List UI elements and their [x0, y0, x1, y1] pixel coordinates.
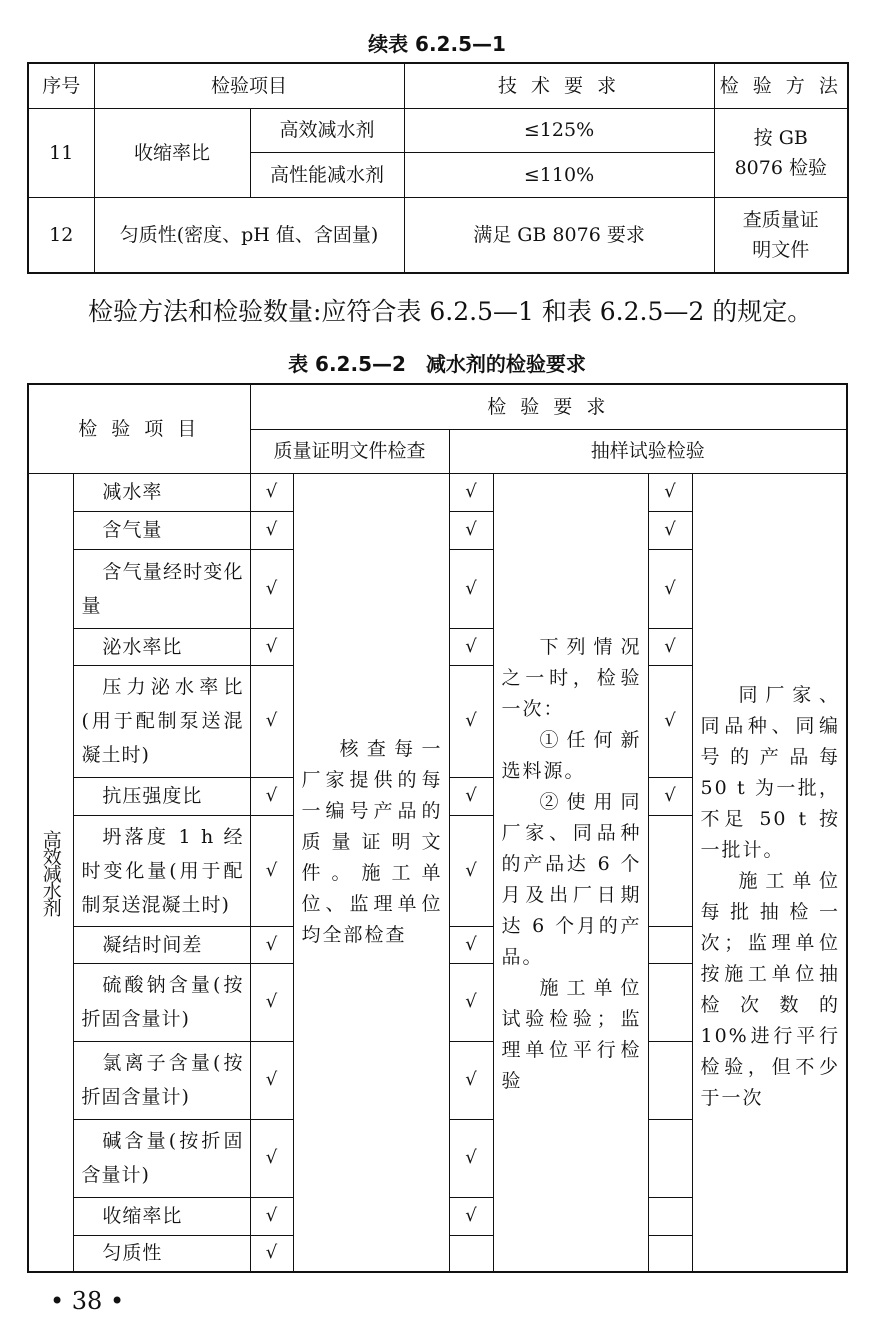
row-item: 匀质性(密度、pH 值、含固量) — [94, 197, 404, 273]
check-sample: √ — [449, 963, 493, 1041]
qty-text: 同厂家、同品种、同编号的产品每 50 t 为一批，不足 50 t 按一批计。 施工单位每批抽检一次；监理单位按施工单位抽检次数的 10%进行平行检验，但不少于一次 — [692, 473, 847, 1272]
check-sample: √ — [449, 665, 493, 777]
item-name: 泌水率比 — [73, 628, 250, 665]
check-doc: √ — [250, 665, 293, 777]
row-method: 查质量证明文件 — [714, 197, 848, 273]
header-sample: 抽样试验检验 — [449, 429, 847, 473]
item-name: 抗压强度比 — [73, 777, 250, 815]
item-name: 含气量经时变化量 — [73, 549, 250, 628]
row-req: 满足 GB 8076 要求 — [404, 197, 714, 273]
sub-req: ≤110% — [404, 152, 714, 197]
item-name: 匀质性 — [73, 1235, 250, 1272]
item-name: 减水率 — [73, 473, 250, 511]
check-qty: √ — [648, 628, 692, 665]
header-doc: 质量证明文件检查 — [250, 429, 449, 473]
item-name: 凝结时间差 — [73, 926, 250, 963]
table2-caption: 表 6.2.5—2 减水剂的检验要求 — [288, 352, 586, 376]
table2 — [27, 383, 848, 1273]
check-sample: √ — [449, 926, 493, 963]
check-qty — [648, 1235, 692, 1272]
row-no: 12 — [28, 197, 94, 273]
doc-text: 核查每一厂家提供的每一编号产品的质量证明文件。施工单位、监理单位均全部检查 — [293, 473, 449, 1272]
check-doc: √ — [250, 549, 293, 628]
check-qty: √ — [648, 511, 692, 549]
header-method: 检 验 方 法 — [714, 63, 848, 108]
sub-item: 高性能减水剂 — [250, 152, 404, 197]
item-name: 硫酸钠含量(按折固含量计) — [73, 963, 250, 1041]
check-doc: √ — [250, 815, 293, 926]
check-qty — [648, 1197, 692, 1235]
sub-item: 高效减水剂 — [250, 108, 404, 152]
item-name: 压力泌水率比(用于配制泵送混凝土时) — [73, 665, 250, 777]
paragraph: 检验方法和检验数量:应符合表 6.2.5—1 和表 6.2.5—2 的规定。 — [88, 297, 813, 326]
table-row — [28, 473, 847, 511]
group-label: 高效减水剂 — [28, 473, 73, 1272]
check-sample: √ — [449, 815, 493, 926]
row-no: 11 — [28, 108, 94, 197]
check-sample: √ — [449, 473, 493, 511]
header-item: 检 验 项 目 — [28, 384, 250, 473]
check-qty: √ — [648, 777, 692, 815]
header-req: 检 验 要 求 — [250, 384, 847, 429]
row-method: 按 GB 8076 检验 — [714, 108, 848, 197]
table1-caption: 续表 6.2.5—1 — [368, 32, 506, 56]
check-sample: √ — [449, 1197, 493, 1235]
item-name: 碱含量(按折固含量计) — [73, 1119, 250, 1197]
check-sample: √ — [449, 777, 493, 815]
check-doc: √ — [250, 1235, 293, 1272]
check-sample: √ — [449, 549, 493, 628]
header-item: 检验项目 — [94, 63, 404, 108]
check-qty — [648, 926, 692, 963]
header-no: 序号 — [28, 63, 94, 108]
page-number: • 38 • — [50, 1287, 125, 1315]
sample-text: 下列情况之一时，检验一次： ①任何新选料源。 ②使用同厂家、同品种的产品达 6 个月及出厂日期达 6 个月的产品。 施工单位试验检验；监理单位平行检验 — [493, 473, 648, 1272]
check-sample: √ — [449, 1041, 493, 1119]
check-doc: √ — [250, 777, 293, 815]
check-qty — [648, 815, 692, 926]
check-doc: √ — [250, 963, 293, 1041]
check-doc: √ — [250, 511, 293, 549]
sub-req: ≤125% — [404, 108, 714, 152]
check-qty: √ — [648, 665, 692, 777]
check-doc: √ — [250, 1197, 293, 1235]
item-name: 含气量 — [73, 511, 250, 549]
check-doc: √ — [250, 1041, 293, 1119]
check-sample — [449, 1235, 493, 1272]
check-sample: √ — [449, 1119, 493, 1197]
check-doc: √ — [250, 473, 293, 511]
item-name: 收缩率比 — [73, 1197, 250, 1235]
check-sample: √ — [449, 628, 493, 665]
item-name: 坍落度 1 h 经时变化量(用于配制泵送混凝土时) — [73, 815, 250, 926]
check-qty: √ — [648, 549, 692, 628]
check-qty: √ — [648, 473, 692, 511]
check-doc: √ — [250, 926, 293, 963]
check-qty — [648, 1041, 692, 1119]
check-sample: √ — [449, 511, 493, 549]
check-doc: √ — [250, 628, 293, 665]
table1 — [27, 62, 849, 274]
check-qty — [648, 963, 692, 1041]
check-doc: √ — [250, 1119, 293, 1197]
item-name: 氯离子含量(按折固含量计) — [73, 1041, 250, 1119]
check-qty — [648, 1119, 692, 1197]
header-req: 技 术 要 求 — [404, 63, 714, 108]
row-item: 收缩率比 — [94, 108, 250, 197]
